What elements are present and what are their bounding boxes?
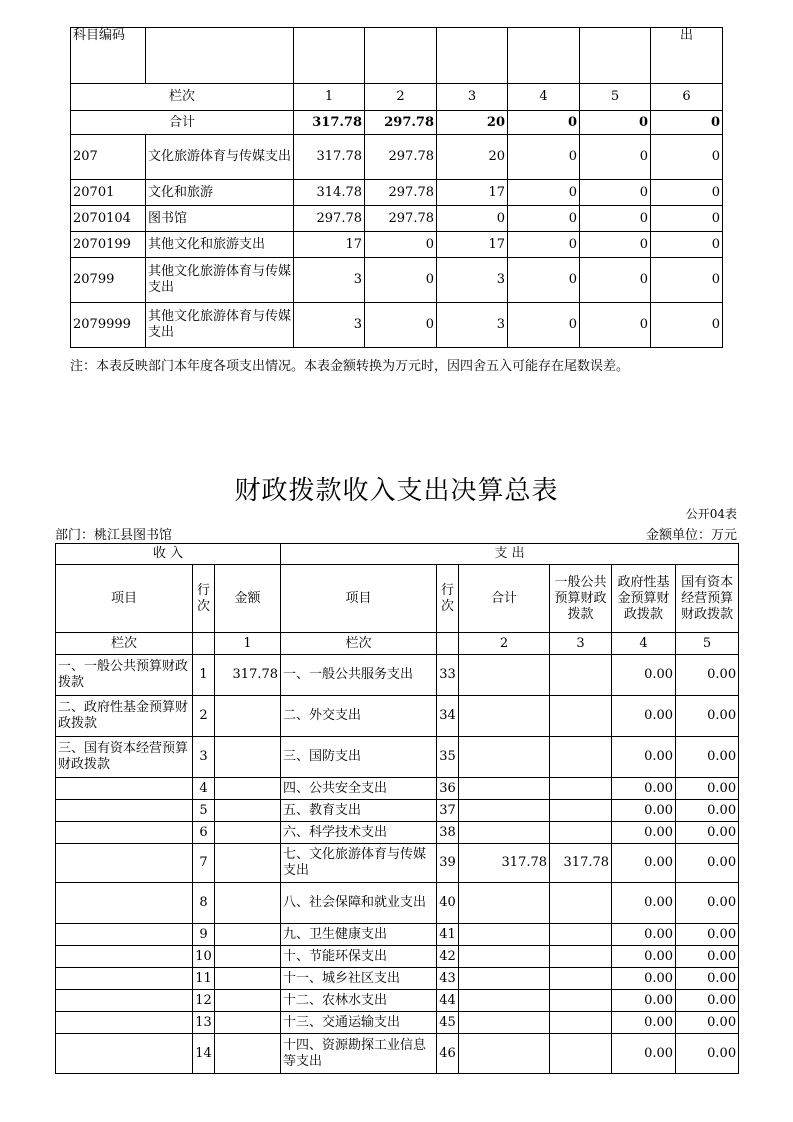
col-number: 5 [580, 84, 651, 111]
table-row: 三、国有资本经营预算财政拨款 3 三、国防支出 35 0.00 0.00 [56, 737, 739, 778]
col-number: 1 [294, 84, 365, 111]
subject-code: 207 [71, 135, 146, 180]
table-row: 7 七、文化旅游体育与传媒支出 39 317.78 317.78 0.00 0.00 [56, 844, 739, 883]
total-value: 297.78 [365, 111, 437, 135]
table-note: 注：本表反映部门本年度各项支出情况。本表金额转换为万元时，因四舍五入可能存在尾数误差。 [70, 359, 630, 374]
table-row: 12 十二、农林水支出 44 0.00 0.00 [56, 990, 739, 1012]
table-row: 一、一般公共预算财政拨款 1 317.78 一、一般公共服务支出 33 0.00 0.00 [56, 655, 739, 696]
income-header: 收 入 [56, 544, 281, 565]
page-title: 财政拨款收入支出决算总表 [234, 476, 559, 506]
table-row: 20701 文化和旅游 314.78 297.78 17 0 0 0 [71, 180, 723, 206]
subject-code: 2079999 [71, 303, 146, 348]
col-number: 3 [437, 84, 508, 111]
income-item-header: 项目 [56, 565, 193, 633]
fund-budget-header: 政府性基金预算财政拨款 [612, 565, 676, 633]
total-value: 0 [580, 111, 651, 135]
col-number: 6 [651, 84, 723, 111]
department-label: 部门：桃江县图书馆 [55, 528, 173, 543]
subject-name: 图书馆 [146, 206, 294, 232]
header-col6: 出 [651, 28, 723, 84]
column-index-label: 栏次 [281, 633, 437, 655]
general-budget-header: 一般公共预算财政拨款 [550, 565, 612, 633]
income-line-header: 行次 [193, 565, 215, 633]
subject-name: 其他文化旅游体育与传媒支出 [146, 258, 294, 303]
table-row: 10 十、节能环保支出 42 0.00 0.00 [56, 946, 739, 968]
subject-code: 2070199 [71, 232, 146, 258]
table-row: 9 九、卫生健康支出 41 0.00 0.00 [56, 924, 739, 946]
state-capital-header: 国有资本经营预算财政拨款 [676, 565, 739, 633]
subject-name: 文化和旅游 [146, 180, 294, 206]
total-value: 0 [508, 111, 580, 135]
total-header: 合计 [459, 565, 550, 633]
subject-code-header: 科目编码 [71, 28, 146, 84]
expenditure-table [70, 27, 723, 348]
table-row: 2079999 其他文化旅游体育与传媒支出 3 0 3 0 0 0 [71, 303, 723, 348]
table-row: 5 五、教育支出 37 0.00 0.00 [56, 800, 739, 822]
total-value: 317.78 [294, 111, 365, 135]
amount-header: 金额 [215, 565, 281, 633]
form-code: 公开04表 [685, 507, 737, 521]
table-row: 207 文化旅游体育与传媒支出 317.78 297.78 20 0 0 0 [71, 135, 723, 180]
col-number: 4 [508, 84, 580, 111]
subject-name: 其他文化旅游体育与传媒支出 [146, 303, 294, 348]
table-row: 二、政府性基金预算财政拨款 2 二、外交支出 34 0.00 0.00 [56, 696, 739, 737]
table-row: 4 四、公共安全支出 36 0.00 0.00 [56, 778, 739, 800]
table-row: 13 十三、交通运输支出 45 0.00 0.00 [56, 1012, 739, 1034]
subject-name: 其他文化和旅游支出 [146, 232, 294, 258]
subject-code: 20701 [71, 180, 146, 206]
table-row: 11 十一、城乡社区支出 43 0.00 0.00 [56, 968, 739, 990]
subject-code: 20799 [71, 258, 146, 303]
table-row: 6 六、科学技术支出 38 0.00 0.00 [56, 822, 739, 844]
table-row: 8 八、社会保障和就业支出 40 0.00 0.00 [56, 883, 739, 924]
expense-header: 支 出 [281, 544, 739, 565]
total-value: 20 [437, 111, 508, 135]
unit-label: 金额单位：万元 [645, 528, 737, 543]
expense-line-header: 行次 [437, 565, 459, 633]
expense-item-header: 项目 [281, 565, 437, 633]
total-value: 0 [651, 111, 723, 135]
total-row [71, 111, 723, 135]
fiscal-summary-table: 收 入 支 出 项目 行次 金额 项目 行次 合计 一般公共预算财政拨款 政府性基金预算财政拨款 国有资本经营预算财政拨款 栏次 1 栏次 2 3 4 5 一、一般公共预算财政拨款 1 317.78 一、一般公共服务支出 33 0.00 0.00 二、政府性基金预算财政拨款 2 二、外交支出 34 0.00 0.00 三、国有资本经营预算财政拨款 3 三、国防支出 35 0.00 0.00 4 四、公共安全支出 36 0.00 0.00 5 五、教育支出 37 0.00 0.00 6 六、科学技术支出 38 0.00 0.00 7 七、文化旅游体育与传媒支出 39 317.78 317.78 0.00 0.00 8 八、社会保障和就业支出 40 0.00 0.00 9 九、卫生健康支出 41 0.00 0.00 10 十、节能环保支出 42 0.00 0.00 11 十一、城乡社区支出 43 0.00 0.00 12 十二、农林水支出 44 0.00 0.00 13 十三、交通运输支出 45 0.00 0.00 14 十四、资源勘探工业信息等支出 46 0.00 0.00 [55, 543, 739, 1074]
subject-name: 文化旅游体育与传媒支出 [146, 135, 294, 180]
table-row: 2070104 图书馆 297.78 297.78 0 0 0 0 [71, 206, 723, 232]
column-index-label: 栏次 [56, 633, 193, 655]
subject-code: 2070104 [71, 206, 146, 232]
table-row: 2070199 其他文化和旅游支出 17 0 17 0 0 0 [71, 232, 723, 258]
column-index-label: 栏次 [71, 84, 294, 111]
table-row: 14 十四、资源勘探工业信息等支出 46 0.00 0.00 [56, 1034, 739, 1074]
table-row: 20799 其他文化旅游体育与传媒支出 3 0 3 0 0 0 [71, 258, 723, 303]
total-label: 合计 [71, 111, 294, 135]
col-number: 2 [365, 84, 437, 111]
